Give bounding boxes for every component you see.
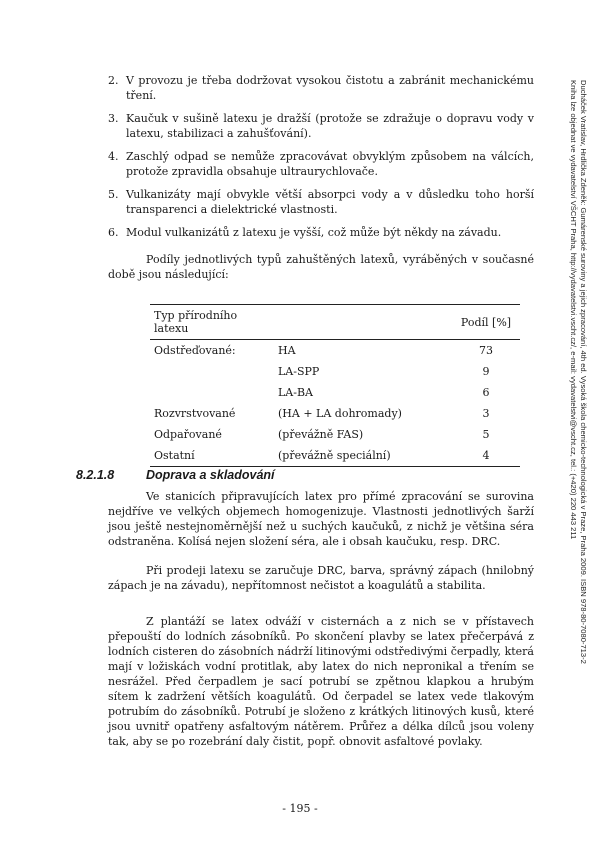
table-cell-type: Odpařované (154, 428, 222, 441)
list-number: 2. (108, 74, 119, 87)
body-paragraph: Při prodeji latexu se zaručuje DRC, barva, správný zápach (hnilobný zápach je na závadu), nepřítomnost nečistot a koagulátů a stabilita. (108, 564, 534, 592)
table-header-type: Typ přírodního latexu (150, 305, 274, 340)
list-text: Vulkanizáty mají obvykle větší absorpci vody a v důsledku toho horší transparenci a dielektrické vlastnosti. (126, 188, 534, 216)
body-paragraph: Z plantáží se latex odváží v cisternách a z nich se v přístavech přepouští do lodních zásobníků. Po skončení plavby se latex přečerpává z lodních cisteren do zásobních nádrží litinovými odstředivými čerpadly, která mají v ložiskách vodní protitlak, aby latex do nich nepronikal a třením se nesrážel. Před čerpadlem je sací potrubí se zpětnou klapkou a hrubým sítem k zadržení větších koagulátů. Od čerpadel se latex vede tlakovým potrubím do zásobníků. Potrubí je složeno z krátkých litinových kusů, které jsou uvnitř opatřeny asfaltovým nátěrem. Průřez a délka dílců jsou voleny tak, aby se po rozebrání daly čistit, popř. obnovit asfaltové povlaky. (108, 615, 534, 748)
table-cell-share: 73 (479, 344, 493, 357)
table-cell-kind: (HA + LA dohromady) (278, 407, 402, 420)
list-item (108, 73, 534, 103)
list-item (108, 149, 534, 179)
list-number: 6. (108, 226, 119, 239)
side-citation-line: Kniha lze objednat ve vydavatelství VŠCHT Praha, http://vydavatelstvi.vscht.cz/, e-mail: vydavatelstvi@vscht.cz, tel.: (+420) 220 443 211 (569, 80, 578, 540)
table-cell-type: Ostatní (150, 445, 274, 467)
table-cell-share: 3 (482, 407, 490, 420)
list-number: 3. (108, 112, 119, 125)
side-citation (569, 80, 588, 664)
table-row (150, 445, 520, 467)
body-paragraph: Ve stanicích připravujících latex pro přímé zpracování se surovina nejdříve ve velkých objemech homogenizuje. Vlastnosti jednotlivých šarží jsou ještě nestejnoměrnější než u suchých kaučuků, z nichž je většina séra odstraněna. Kolísá nejen složení séra, ale i obsah kaučuku, resp. DRC. (108, 490, 534, 548)
table-cell-share: 9 (482, 365, 490, 378)
table-cell-share: 4 (452, 445, 520, 467)
page-number: - 195 - (282, 802, 318, 815)
table-cell-kind: LA-SPP (278, 365, 320, 378)
table-header-empty (274, 305, 452, 340)
table-cell-kind: (převážně FAS) (278, 428, 364, 441)
table-row (150, 403, 520, 424)
table-cell-type: Odstřeďované: (154, 344, 236, 357)
table-row (150, 361, 520, 382)
table-cell-kind: (převážně speciální) (274, 445, 452, 467)
intro-paragraph: Podíly jednotlivých typů zahuštěných latexů, vyráběných v současné době jsou následující: (108, 253, 534, 281)
table-header-row (150, 305, 520, 340)
table-cell-kind: HA (278, 344, 296, 357)
side-citation-container (568, 80, 588, 664)
numbered-list (108, 73, 534, 248)
table-cell-share: 5 (482, 428, 490, 441)
table-cell-type: Rozvrstvované (154, 407, 236, 420)
list-number: 5. (108, 188, 119, 201)
list-text: Zaschlý odpad se nemůže zpracovávat obvyklým způsobem na válcích, protože zpravidla obsahuje ultraurychlovače. (126, 150, 534, 178)
table-row (150, 382, 520, 403)
list-text: Kaučuk v sušině latexu je dražší (protože se zdražuje o dopravu vody v latexu, stabilizaci a zahušťování). (126, 112, 534, 140)
table-header-share: Podíl [%] (452, 305, 520, 340)
list-item (108, 187, 534, 217)
list-text: V provozu je třeba dodržovat vysokou čistotu a zabránit mechanickému tření. (126, 74, 534, 102)
table-cell-share: 6 (482, 386, 490, 399)
section-heading (76, 468, 275, 482)
list-number: 4. (108, 150, 119, 163)
list-item (108, 111, 534, 141)
table-cell-kind: LA-BA (278, 386, 313, 399)
list-item (108, 225, 534, 240)
table-cell-type (150, 361, 274, 382)
section-number: 8.2.1.8 (76, 468, 115, 482)
table-row (150, 340, 520, 362)
latex-share-table (150, 304, 520, 467)
side-citation-line: Ducháček Vratislav, Hrdlička Zdeněk: Gumárenské suroviny a jejich zpracování, 4th ed. Vysoká škola chemicko-technologická v Praze, Praha 2009. ISBN 978-80-7080-713-2 (579, 80, 588, 664)
table-cell-type (150, 382, 274, 403)
section-title: Doprava a skladování (146, 468, 275, 482)
list-text: Modul vulkanizátů z latexu je vyšší, což může být někdy na závadu. (126, 226, 502, 239)
table-row (150, 424, 520, 445)
